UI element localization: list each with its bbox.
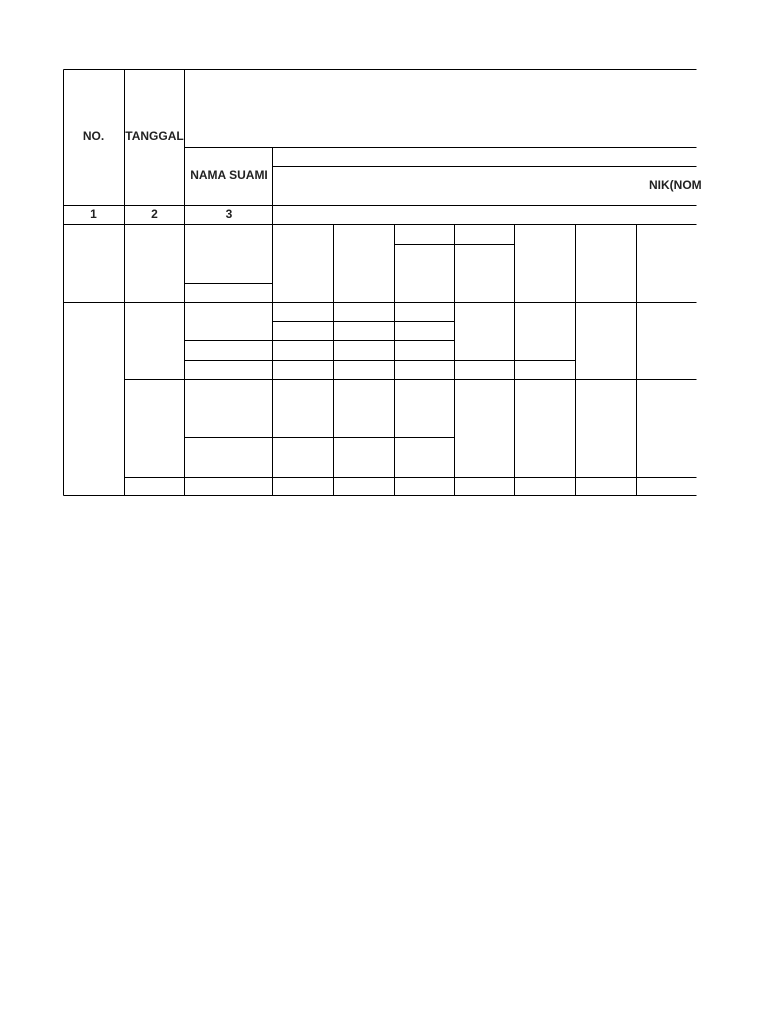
column-number-1: 1 — [90, 207, 97, 221]
column-number-3: 3 — [225, 207, 233, 221]
column-number-2: 2 — [151, 207, 158, 221]
header-nik: NIK(NOM — [649, 178, 702, 192]
header-no: NO. — [82, 129, 105, 143]
header-tanggal: TANGGAL — [125, 129, 184, 143]
header-nama-suami: NAMA SUAMI — [190, 168, 268, 182]
